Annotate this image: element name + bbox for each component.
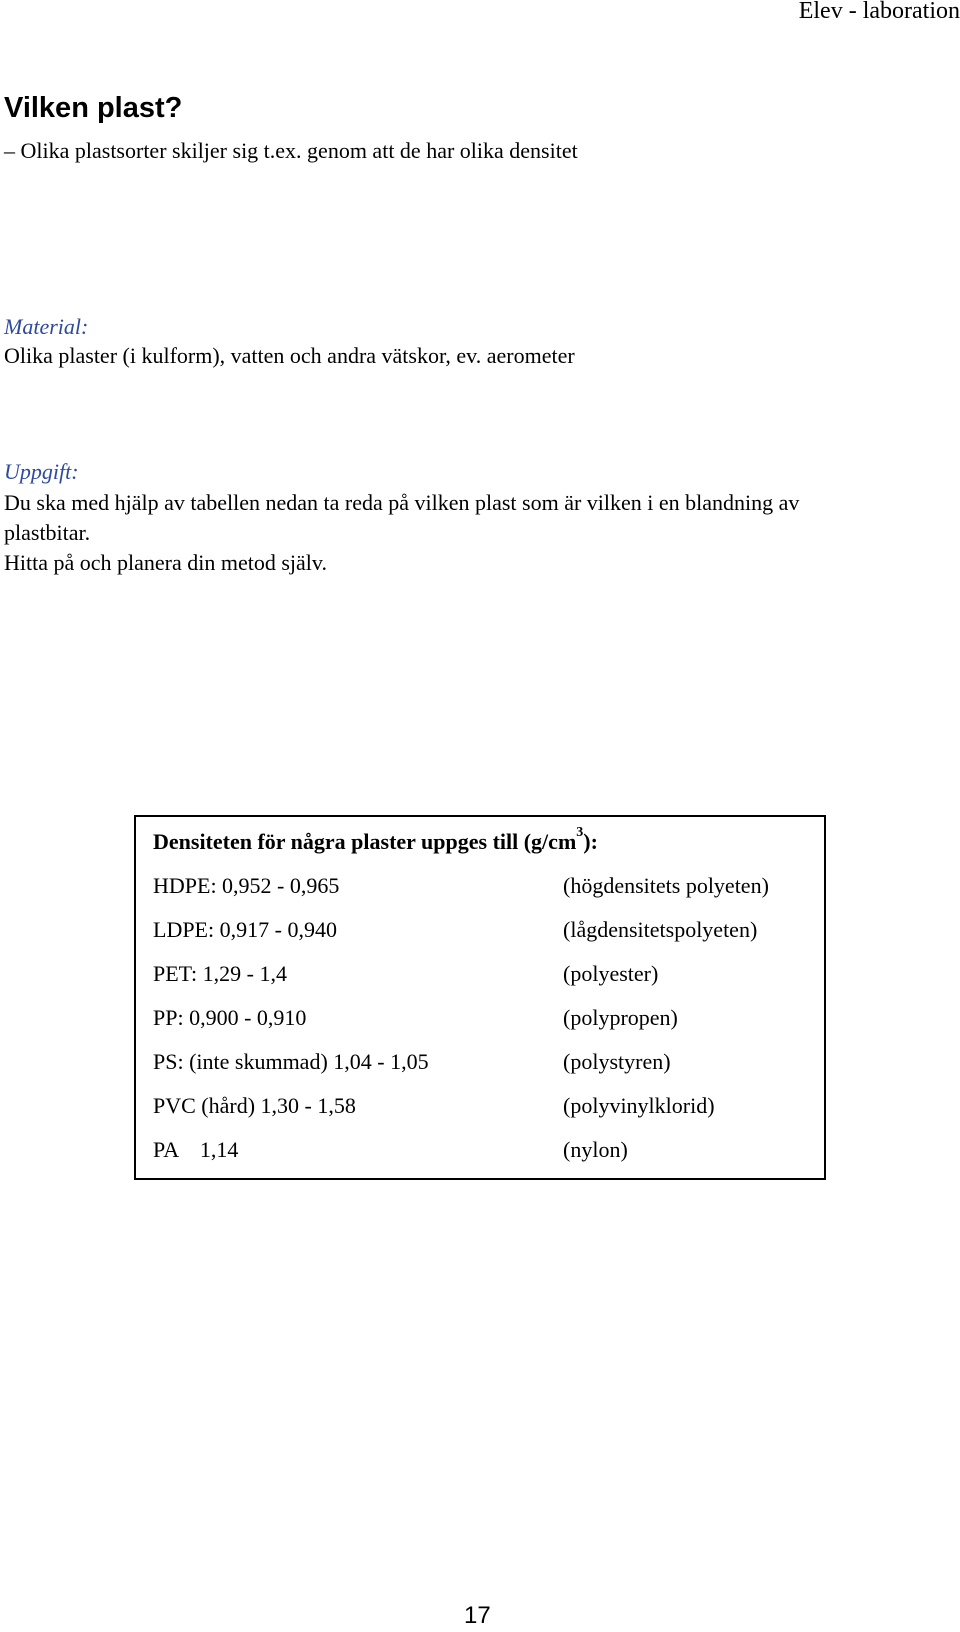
page-number: 17 <box>464 1602 491 1629</box>
plastic-name: (polystyren) <box>563 1049 671 1074</box>
task-text-line: plastbitar. <box>4 520 91 545</box>
task-text-line: Hitta på och planera din metod själv. <box>4 550 327 575</box>
plastic-name: (högdensitets polyeten) <box>563 873 769 898</box>
density-table-heading <box>153 825 598 855</box>
density-value: PA 1,14 <box>153 1137 239 1162</box>
page-subtitle: – Olika plastsorter skiljer sig t.ex. genom att de har olika densitet <box>4 138 578 163</box>
density-row <box>153 961 813 991</box>
density-value: PS: (inte skummad) 1,04 - 1,05 <box>153 1049 429 1074</box>
density-row <box>153 1049 813 1079</box>
task-text-line: Du ska med hjälp av tabellen nedan ta reda på vilken plast som är vilken i en blandning av <box>4 490 800 515</box>
density-table-box <box>134 815 826 1180</box>
density-value: PET: 1,29 - 1,4 <box>153 961 287 986</box>
plastic-name: (polypropen) <box>563 1005 678 1030</box>
material-label: Material: <box>4 314 89 339</box>
plastic-name: (polyvinylklorid) <box>563 1093 715 1118</box>
plastic-name: (lågdensitetspolyeten) <box>563 917 758 942</box>
density-value: PP: 0,900 - 0,910 <box>153 1005 307 1030</box>
task-label: Uppgift: <box>4 459 79 484</box>
density-heading-superscript: 3 <box>576 825 584 840</box>
density-row <box>153 1137 813 1167</box>
density-row <box>153 917 813 947</box>
plastic-name: (polyester) <box>563 961 659 986</box>
density-heading-suffix: ): <box>583 829 598 854</box>
page-title: Vilken plast? <box>4 92 183 124</box>
document-header: Elev - laboration <box>798 0 960 24</box>
density-heading-text: Densiteten för några plaster uppges till (g/cm <box>153 829 577 854</box>
material-text: Olika plaster (i kulform), vatten och andra vätskor, ev. aerometer <box>4 343 575 368</box>
plastic-name: (nylon) <box>563 1137 628 1162</box>
density-value: HDPE: 0,952 - 0,965 <box>153 873 340 898</box>
density-value: LDPE: 0,917 - 0,940 <box>153 917 337 942</box>
density-row <box>153 873 813 903</box>
density-value: PVC (hård) 1,30 - 1,58 <box>153 1093 356 1118</box>
density-row <box>153 1093 813 1123</box>
density-row <box>153 1005 813 1035</box>
